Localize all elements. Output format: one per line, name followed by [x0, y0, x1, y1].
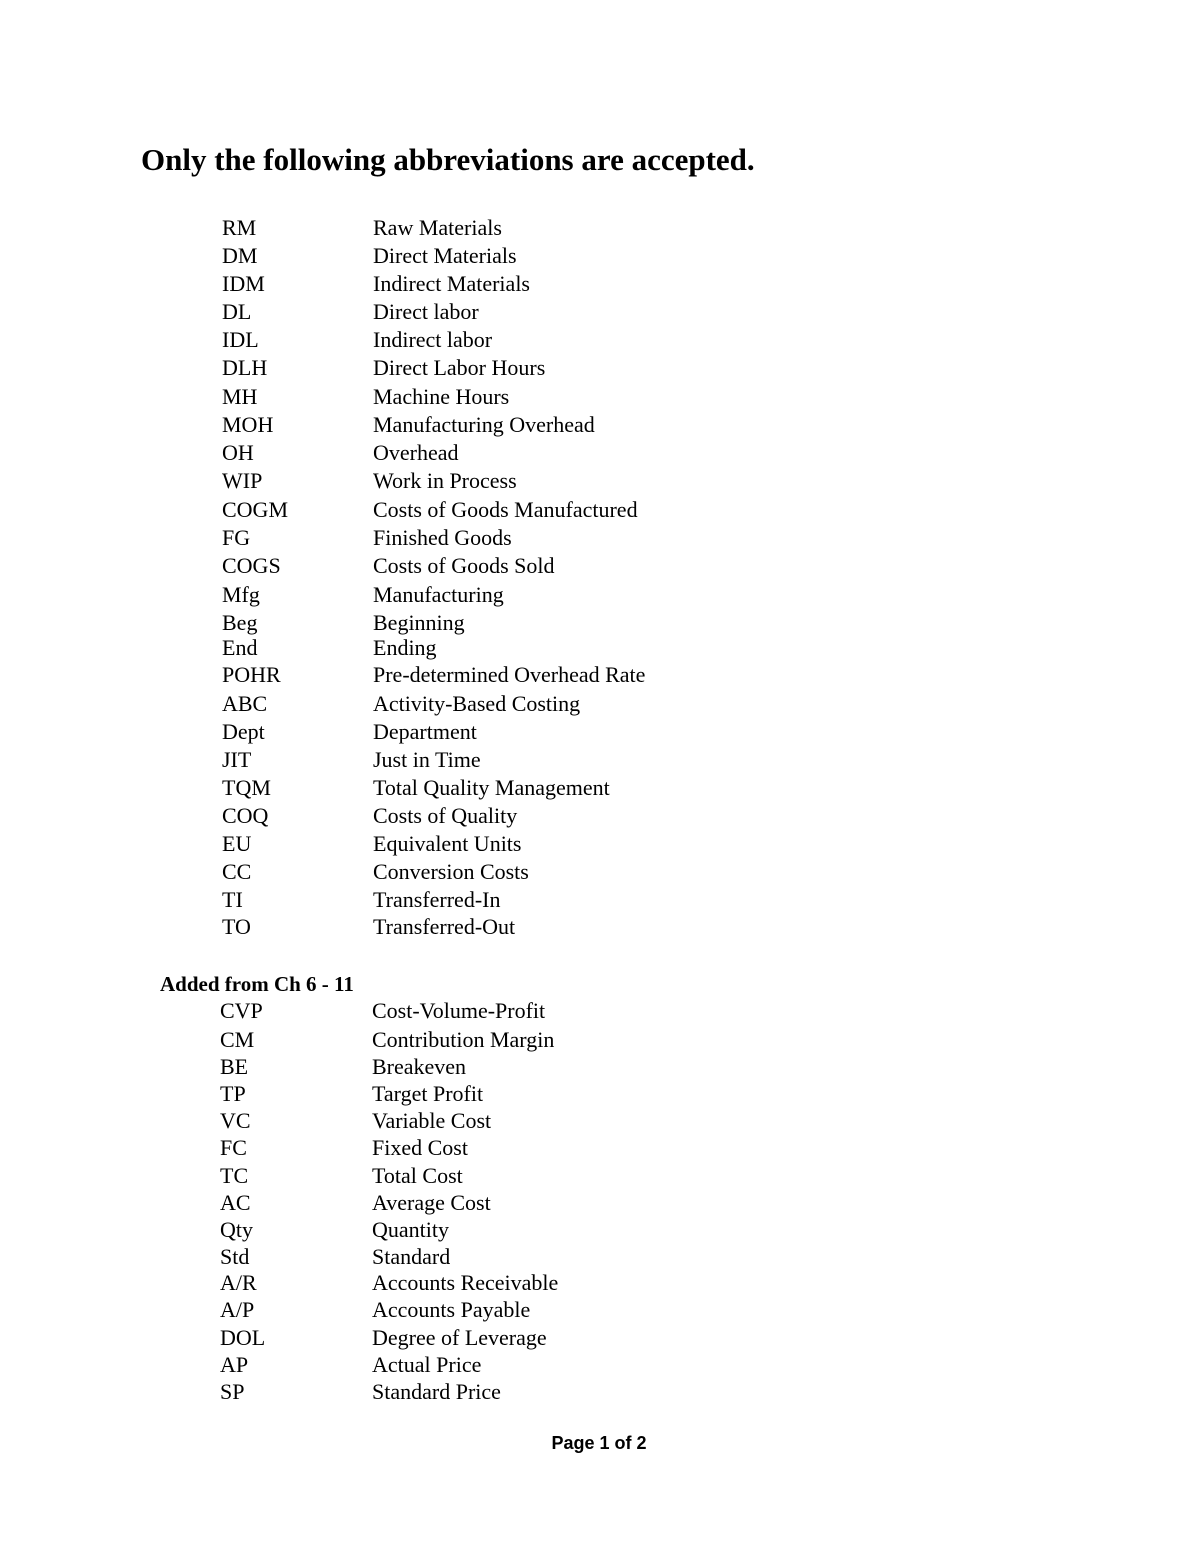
abbreviation-meaning: Average Cost [372, 1190, 491, 1215]
abbreviation-code: DOL [220, 1325, 266, 1350]
abbreviation-code: ABC [222, 691, 268, 716]
abbreviation-row [0, 1054, 1200, 1080]
abbreviation-code: A/P [220, 1297, 255, 1322]
abbreviation-code: DL [222, 299, 252, 324]
abbreviation-code: TO [222, 914, 251, 939]
abbreviation-meaning: Breakeven [372, 1054, 467, 1079]
abbreviation-code: FC [220, 1135, 247, 1160]
abbreviation-code: OH [222, 440, 254, 465]
page-number-footer [0, 1430, 1200, 1456]
abbreviation-meaning: Work in Process [373, 468, 517, 493]
abbreviation-code: CC [222, 859, 252, 884]
abbreviation-code: End [222, 635, 258, 660]
abbreviation-code: Dept [222, 719, 265, 744]
abbreviation-code: AC [220, 1190, 251, 1215]
abbreviation-code: BE [220, 1054, 249, 1079]
abbreviation-meaning: Direct Labor Hours [373, 355, 546, 380]
abbreviation-row [0, 1352, 1200, 1378]
abbreviation-meaning: Variable Cost [372, 1108, 492, 1133]
abbreviation-code: CVP [220, 998, 263, 1023]
abbreviation-code: A/R [220, 1270, 257, 1295]
abbreviation-meaning: Actual Price [372, 1352, 482, 1377]
abbreviation-code: IDL [222, 327, 259, 352]
abbreviation-code: CM [220, 1027, 255, 1052]
abbreviation-row [0, 1244, 1200, 1270]
abbreviation-meaning: Costs of Goods Manufactured [373, 497, 638, 522]
abbreviation-meaning: Indirect Materials [373, 271, 530, 296]
abbreviation-code: Mfg [222, 582, 260, 607]
abbreviation-code: MH [222, 384, 258, 409]
abbreviation-meaning: Quantity [372, 1217, 449, 1242]
abbreviation-row [0, 1217, 1200, 1243]
abbreviation-meaning: Contribution Margin [372, 1027, 555, 1052]
abbreviation-row [0, 1270, 1200, 1296]
abbreviation-meaning: Department [373, 719, 477, 744]
abbreviation-meaning: Cost-Volume-Profit [372, 998, 546, 1023]
abbreviation-meaning: Equivalent Units [373, 831, 522, 856]
abbreviation-row [0, 1027, 1200, 1053]
abbreviation-code: MOH [222, 412, 274, 437]
abbreviation-code: DM [222, 243, 258, 268]
abbreviation-code: RM [222, 215, 257, 240]
abbreviation-row [0, 1297, 1200, 1323]
abbreviation-code: EU [222, 831, 252, 856]
abbreviation-meaning: Fixed Cost [372, 1135, 468, 1160]
abbreviation-meaning: Transferred-Out [373, 914, 516, 939]
abbreviation-code: Qty [220, 1217, 253, 1242]
abbreviation-meaning: Indirect labor [373, 327, 493, 352]
abbreviation-meaning: Manufacturing Overhead [373, 412, 595, 437]
section-heading: Added from Ch 6 - 11 [160, 972, 354, 996]
abbreviation-code: FG [222, 525, 251, 550]
abbreviation-meaning: Raw Materials [373, 215, 502, 240]
abbreviation-meaning: Beginning [373, 610, 465, 635]
abbreviation-meaning: Pre-determined Overhead Rate [373, 662, 646, 687]
abbreviation-row [0, 998, 1200, 1024]
abbreviation-row [0, 1325, 1200, 1351]
abbreviation-code: TQM [222, 775, 271, 800]
abbreviation-meaning: Accounts Receivable [372, 1270, 559, 1295]
abbreviation-code: VC [220, 1108, 251, 1133]
abbreviation-meaning: Overhead [373, 440, 459, 465]
abbreviation-code: COQ [222, 803, 269, 828]
abbreviation-row [0, 1163, 1200, 1189]
abbreviation-meaning: Finished Goods [373, 525, 512, 550]
abbreviation-code: SP [220, 1379, 245, 1404]
abbreviation-meaning: Machine Hours [373, 384, 510, 409]
abbreviation-meaning: Total Cost [372, 1163, 463, 1188]
abbreviation-meaning: Standard [372, 1244, 451, 1269]
abbreviation-row [0, 1108, 1200, 1134]
abbreviation-meaning: Ending [373, 635, 437, 660]
abbreviation-meaning: Accounts Payable [372, 1297, 531, 1322]
abbreviation-code: Beg [222, 610, 258, 635]
abbreviation-row [0, 1081, 1200, 1107]
abbreviation-meaning: Direct labor [373, 299, 479, 324]
abbreviation-code: WIP [222, 468, 263, 493]
abbreviation-code: JIT [222, 747, 252, 772]
abbreviation-code: TP [220, 1081, 246, 1106]
abbreviation-code: POHR [222, 662, 281, 687]
abbreviation-meaning: Conversion Costs [373, 859, 529, 884]
abbreviation-code: TI [222, 887, 243, 912]
page-title: Only the following abbreviations are accepted. [141, 142, 755, 177]
abbreviation-meaning: Target Profit [372, 1081, 484, 1106]
abbreviation-meaning: Costs of Quality [373, 803, 518, 828]
abbreviation-row [0, 1135, 1200, 1161]
page-number: Page 1 of 2 [551, 1433, 647, 1453]
abbreviation-meaning: Standard Price [372, 1379, 501, 1404]
abbreviation-meaning: Direct Materials [373, 243, 517, 268]
abbreviation-row [0, 1190, 1200, 1216]
abbreviation-meaning: Costs of Goods Sold [373, 553, 555, 578]
abbreviation-code: TC [220, 1163, 249, 1188]
abbreviation-row [0, 1379, 1200, 1405]
abbreviation-meaning: Total Quality Management [373, 775, 610, 800]
abbreviation-meaning: Transferred-In [373, 887, 501, 912]
abbreviation-meaning: Manufacturing [373, 582, 504, 607]
abbreviation-code: AP [220, 1352, 249, 1377]
abbreviation-code: Std [220, 1244, 250, 1269]
abbreviation-code: IDM [222, 271, 265, 296]
abbreviation-meaning: Degree of Leverage [372, 1325, 547, 1350]
abbreviation-code: COGM [222, 497, 289, 522]
abbreviation-code: DLH [222, 355, 268, 380]
abbreviation-meaning: Activity-Based Costing [373, 691, 581, 716]
abbreviation-meaning: Just in Time [373, 747, 481, 772]
abbreviation-code: COGS [222, 553, 281, 578]
